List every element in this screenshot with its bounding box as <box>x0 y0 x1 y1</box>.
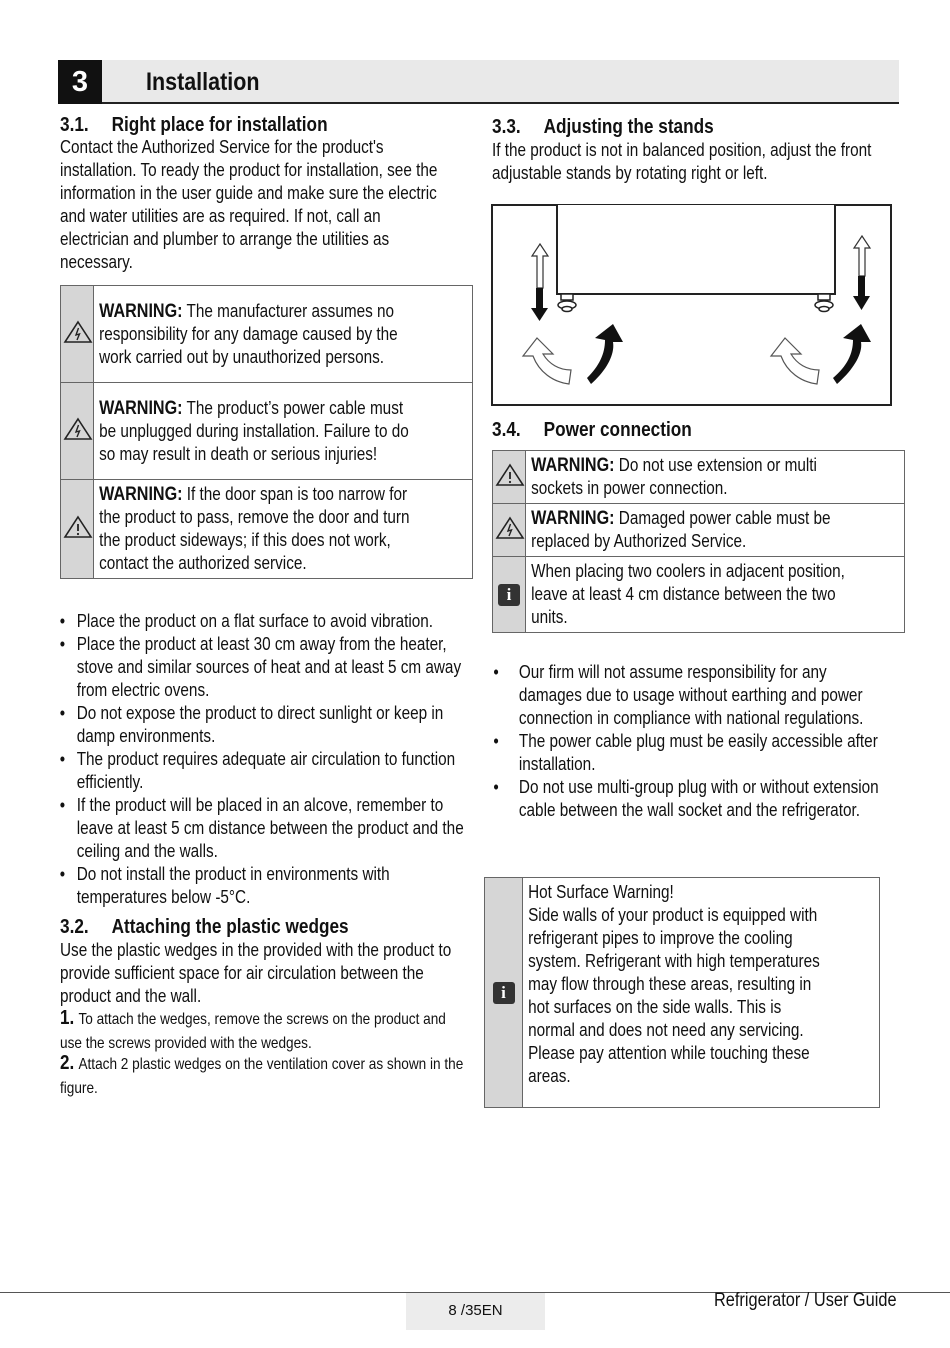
warning-icon <box>63 515 93 539</box>
warning-text-cell <box>526 504 905 557</box>
section-title: Power connection <box>543 419 692 441</box>
warning-text: Damaged power cable must be replaced by Authorized Service. <box>531 508 831 551</box>
warning-row <box>61 383 473 480</box>
list-item: • Place the product on a flat surface to avoid vibration. <box>58 610 468 633</box>
section-number: 3.2. <box>60 916 89 938</box>
section-number: 3.4. <box>492 419 521 441</box>
list-item: • Do not use multi-group plug with or without extension cable between the wall socket and the refrigerator. <box>490 776 890 822</box>
chapter-title: Installation <box>146 68 260 96</box>
warning-label: WARNING: <box>531 508 615 529</box>
step-2 <box>60 1052 470 1100</box>
info-row <box>485 878 880 1108</box>
info-icon: i <box>498 584 520 606</box>
warning-label: WARNING: <box>99 484 183 505</box>
warning-row <box>61 286 473 383</box>
list-item: • The product requires adequate air circulation to function efficiently. <box>58 748 468 794</box>
info-icon-cell <box>493 557 526 633</box>
section-heading-3-3 <box>492 115 714 139</box>
warning-text-cell <box>94 286 473 383</box>
electric-warning-icon <box>495 516 525 540</box>
electric-warning-icon <box>63 417 93 441</box>
warning-icon-cell <box>61 286 94 383</box>
warning-icon-cell <box>61 480 94 579</box>
info-row <box>493 557 905 633</box>
warning-icon-cell <box>493 451 526 504</box>
electric-warning-icon <box>63 320 93 344</box>
step-text: Attach 2 plastic wedges on the ventilation cover as shown in the figure. <box>60 1056 464 1097</box>
section-title: Attaching the plastic wedges <box>111 916 349 938</box>
section-heading-3-2 <box>60 915 349 939</box>
warning-row <box>493 504 905 557</box>
warning-text-cell <box>94 383 473 480</box>
section-title: Right place for installation <box>111 114 328 136</box>
warning-text: Do not use extension or multi sockets in power connection. <box>531 455 817 498</box>
chapter-number: 3 <box>58 60 102 104</box>
step-text: To attach the wedges, remove the screws on the product and use the screws provided with the wedges. <box>60 1011 446 1052</box>
warning-text: If the door span is too narrow for the product to pass, remove the door and turn the product sideways; if this does not work, contact the authorized service. <box>99 484 410 573</box>
document-title: Refrigerator / User Guide <box>714 1290 897 1311</box>
list-item: • Do not expose the product to direct sunlight or keep in damp environments. <box>58 702 468 748</box>
power-warnings-table <box>492 450 905 633</box>
warning-icon-cell <box>61 383 94 480</box>
info-text-cell <box>526 557 905 633</box>
hot-surface-table <box>484 877 880 1108</box>
step-number: 1. <box>60 1007 75 1029</box>
info-icon-cell <box>485 878 523 1108</box>
hot-surface-text: Side walls of your product is equipped with refrigerant pipes to improve the cooling system. Refrigerant with high temperatures may flow through these areas, resulting in hot surfaces on the side walls. This is normal and does not need any servicing. Please pay attention while touching these areas. <box>528 905 820 1086</box>
list-item: • Our firm will not assume responsibility for any damages due to usage without earthing and power connection in compliance with national regulations. <box>490 661 890 730</box>
info-text-cell <box>523 878 880 1108</box>
placement-bullet-list <box>58 610 468 909</box>
list-item: • The power cable plug must be easily accessible after installation. <box>490 730 890 776</box>
warning-label: WARNING: <box>99 300 183 322</box>
section-heading-3-4 <box>492 418 692 442</box>
list-item: • Do not install the product in environments with temperatures below -5°C. <box>58 863 468 909</box>
step-number: 2. <box>60 1052 75 1074</box>
section-body: Contact the Authorized Service for the product's installation. To ready the product for installation, see the information in the user guide and make sure the electric and water utilities are as required. If not, call an electrician and plumber to arrange the utilities as necessary. <box>60 137 438 272</box>
warning-row <box>61 480 473 579</box>
warning-text: The product’s power cable must be unplugged during installation. Failure to do so may result in death or serious injuries! <box>99 397 409 464</box>
adjusting-stands-figure <box>491 204 893 407</box>
step-1 <box>60 1007 470 1055</box>
warning-text: The manufacturer assumes no responsibility for any damage caused by the work carried out by unauthorized persons. <box>99 300 398 367</box>
list-item: • If the product will be placed in an alcove, remember to leave at least 5 cm distance between the product and the ceiling and the walls. <box>58 794 468 863</box>
warning-label: WARNING: <box>99 397 183 419</box>
info-icon: i <box>493 982 515 1004</box>
warning-label: WARNING: <box>531 455 615 476</box>
warning-text-cell <box>94 480 473 579</box>
info-text: When placing two coolers in adjacent position, leave at least 4 cm distance between the two units. <box>531 561 845 627</box>
section-title: Adjusting the stands <box>543 116 714 138</box>
warning-icon <box>495 463 525 487</box>
warning-icon-cell <box>493 504 526 557</box>
section-number: 3.1. <box>60 114 89 136</box>
section-number: 3.3. <box>492 116 521 138</box>
power-bullet-list <box>490 661 890 822</box>
list-item: • Place the product at least 30 cm away from the heater, stove and similar sources of heat and at least 5 cm away from electric ovens. <box>58 633 468 702</box>
warning-text-cell <box>526 451 905 504</box>
page-number: 8 /35EN <box>406 1293 545 1330</box>
hot-surface-title: Hot Surface Warning! <box>528 882 674 902</box>
installation-warnings-table <box>60 285 473 579</box>
section-body: Use the plastic wedges in the provided with the product to provide sufficient space for air circulation between the product and the wall. <box>60 940 452 1006</box>
section-heading-3-1 <box>60 113 328 137</box>
warning-row <box>493 451 905 504</box>
section-body: If the product is not in balanced position, adjust the front adjustable stands by rotating right or left. <box>492 140 872 183</box>
